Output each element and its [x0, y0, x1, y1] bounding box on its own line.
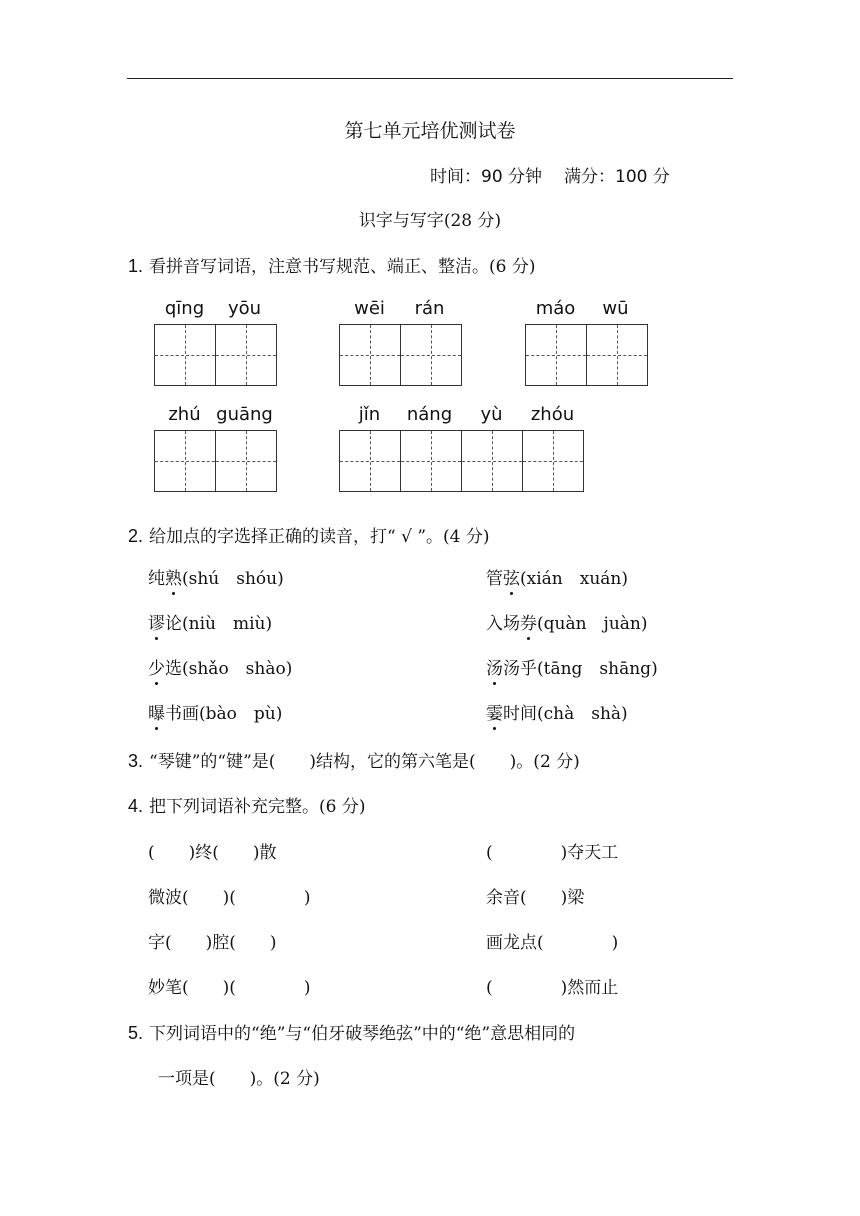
dotted-char: 谬: [148, 609, 165, 634]
exam-meta: [430, 162, 670, 187]
question-3: [128, 747, 580, 772]
pinyin-label: náng: [406, 404, 453, 425]
question-2: [128, 522, 490, 547]
pinyin-label: qīng: [164, 298, 205, 319]
section-title: 识字与写字(28 分): [358, 211, 502, 231]
pinyin-label: jǐn: [358, 404, 381, 425]
idiom-item[interactable]: ( )然而止: [486, 978, 619, 998]
question-number: 3.: [128, 751, 144, 771]
idiom-item[interactable]: 字( )腔( ): [148, 933, 277, 953]
question-number: 1.: [128, 256, 144, 276]
reading-item: 曝书画(bào pù): [148, 699, 282, 724]
dotted-char: 曝: [148, 699, 165, 724]
idiom-item[interactable]: 妙笔( )( ): [148, 978, 311, 998]
question-text: 下列词语中的“绝”与“伯牙破琴绝弦”中的“绝”意思相同的: [149, 1024, 576, 1044]
reading-item: 汤汤乎(tāng shāng): [486, 654, 658, 679]
reading-item: 霎时间(chà shà): [486, 699, 628, 724]
pinyin-label: guāng: [216, 404, 273, 425]
question-5: [128, 1019, 575, 1044]
question-text: “琴键”的“键”是( )结构，它的第六笔是( )。(2 分): [149, 752, 580, 772]
pinyin-label: yù: [480, 404, 503, 425]
question-text: 给加点的字选择正确的读音，打“ √ ”。(4 分): [149, 527, 490, 547]
dotted-char: 霎: [486, 699, 503, 724]
question-4: [128, 792, 366, 817]
pinyin-label: zhóu: [530, 404, 575, 425]
writing-grid[interactable]: [154, 324, 277, 386]
dotted-char: 汤: [486, 654, 503, 679]
pinyin-label: zhú: [168, 404, 201, 425]
question-1: [128, 252, 536, 277]
pinyin-label: máo: [535, 298, 576, 319]
dotted-char: 熟: [165, 564, 182, 589]
idiom-item[interactable]: 画龙点( ): [486, 933, 619, 953]
reading-item: 谬论(niù miù): [148, 609, 272, 634]
question-text: 把下列词语补充完整。(6 分): [149, 797, 366, 817]
question-number: 2.: [128, 526, 144, 546]
reading-item: 纯熟(shú shóu): [148, 564, 284, 589]
reading-item: 管弦(xián xuán): [486, 564, 628, 589]
idiom-item[interactable]: 余音( )梁: [486, 888, 585, 908]
exam-time: 时间：90 分钟: [430, 167, 543, 187]
idiom-item[interactable]: ( )夺天工: [486, 843, 619, 863]
idiom-item[interactable]: 微波( )( ): [148, 888, 311, 908]
pinyin-label: rán: [414, 298, 445, 319]
page-title: 第七单元培优测试卷: [344, 120, 516, 142]
question-text: 看拼音写词语，注意书写规范、端正、整洁。(6 分): [149, 257, 536, 277]
writing-grid[interactable]: [525, 324, 648, 386]
dotted-char: 少: [148, 654, 165, 679]
idiom-item[interactable]: ( )终( )散: [148, 843, 277, 863]
reading-item: 入场券(quàn juàn): [486, 609, 647, 634]
question-number: 5.: [128, 1023, 144, 1043]
dotted-char: 弦: [503, 564, 520, 589]
reading-item: 少选(shǎo shào): [148, 654, 292, 679]
question-5-continued: 一项是( )。(2 分): [158, 1069, 320, 1089]
question-number: 4.: [128, 796, 144, 816]
pinyin-label: wēi: [354, 298, 385, 319]
writing-grid[interactable]: [154, 430, 277, 492]
writing-grid[interactable]: [339, 324, 462, 386]
pinyin-label: yōu: [227, 298, 262, 319]
dotted-char: 券: [520, 609, 537, 634]
writing-grid[interactable]: [339, 430, 584, 492]
header-rule: [127, 78, 733, 79]
pinyin-label: wū: [602, 298, 629, 319]
exam-score: 满分：100 分: [564, 167, 670, 187]
